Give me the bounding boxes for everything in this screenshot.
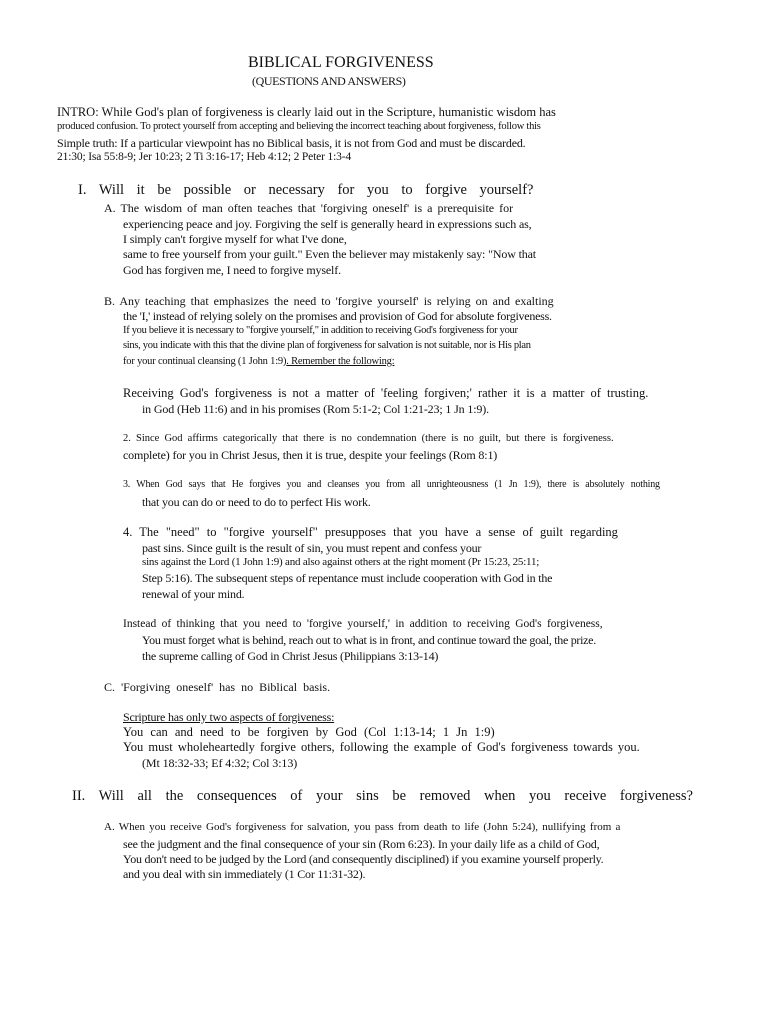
section-1-b-line-3: If you believe it is necessary to "forgive yourself," in addition to receiving God's forgiveness for your [123,325,518,336]
intro-line-2: produced confusion. To protect yourself from accepting and believing the incorrect teaching about forgiveness, follow this [57,121,541,132]
aspect-2-refs: (Mt 18:32-33; Ef 4:32; Col 3:13) [142,756,298,770]
section-1-b-line-2: the 'I,' instead of relying solely on the promises and provision of God for absolute forgiveness. [123,309,552,323]
section-1-b-line-1: B. Any teaching that emphasizes the need to 'forgive yourself' is relying on and exalting [104,294,554,308]
page-subtitle: (QUESTIONS AND ANSWERS) [252,74,406,88]
point-2-line-2: complete) for you in Christ Jesus, then it is true, despite your feelings (Rom 8:1) [123,448,498,462]
aspect-1: You can and need to be forgiven by God (Col 1:13-14; 1 Jn 1:9) [123,725,495,739]
aspect-2: You must wholeheartedly forgive others, following the example of God's forgiveness towards you. [123,740,640,754]
section-2-heading: II. Will all the consequences of your sins be removed when you receive forgiveness? [72,788,693,804]
section-1-a-line-5: God has forgiven me, I need to forgive myself. [123,263,341,277]
section-2-a-line-1: A. When you receive God's forgiveness for salvation, you pass from death to life (John 5:24), nullifying from a [104,821,621,833]
point-4-line-5: renewal of your mind. [142,587,245,601]
intro-line-3: Simple truth: If a particular viewpoint has no Biblical basis, it is not from God and must be discarded. [57,136,526,150]
point-3-line-1: 3. When God says that He forgives you and cleanses you from all unrighteousness (1 Jn 1:9), there is absolutely nothing [123,479,660,490]
section-1-a-line-1: A. The wisdom of man often teaches that 'forgiving oneself' is a prerequisite for [104,201,514,215]
section-1-a-line-4: same to free yourself from your guilt." Even the believer may mistakenly say: "Now that [123,247,536,261]
section-1-b-line-5: for your continual cleansing (1 John 1:9). Remember the following: [123,356,395,367]
section-1-heading: I. Will it be possible or necessary for you to forgive yourself? [78,182,534,198]
section-2-a-line-3: You don't need to be judged by the Lord (and consequently disciplined) if you examine yourself properly. [123,852,604,866]
instead-line-3: the supreme calling of God in Christ Jesus (Philippians 3:13-14) [142,649,439,663]
point-4-line-1: 4. The "need" to "forgive yourself" presupposes that you have a sense of guilt regarding [123,525,618,539]
point-1-line-2: in God (Heb 11:6) and in his promises (Rom 5:1-2; Col 1:21-23; 1 Jn 1:9). [142,402,489,416]
point-4-line-4: Step 5:16). The subsequent steps of repentance must include cooperation with God in the [142,571,553,585]
point-2-line-1: 2. Since God affirms categorically that there is no condemnation (there is no guilt, but there is forgiveness. [123,433,614,444]
point-4-line-2: past sins. Since guilt is the result of sin, you must repent and confess your [142,541,482,555]
section-1-b-line-4: sins, you indicate with this that the divine plan of forgiveness for salvation is not suitable, nor is His plan [123,340,531,351]
section-1-c: C. 'Forgiving oneself' has no Biblical basis. [104,680,331,694]
section-1-a-line-2: experiencing peace and joy. Forgiving the self is generally heard in expressions such as, [123,217,532,231]
section-2-a-line-4: and you deal with sin immediately (1 Cor 11:31-32). [123,867,366,881]
intro-line-4: 21:30; Isa 55:8-9; Jer 10:23; 2 Ti 3:16-17; Heb 4:12; 2 Peter 1:3-4 [57,151,352,163]
intro-line-1: INTRO: While God's plan of forgiveness is clearly laid out in the Scripture, humanistic wisdom has [57,105,556,119]
point-1-line-1: Receiving God's forgiveness is not a matter of 'feeling forgiven;' rather it is a matter of trusting. [123,386,649,400]
instead-line-1: Instead of thinking that you need to 'forgive yourself,' in addition to receiving God's forgiveness, [123,618,603,630]
section-1-a-line-3: I simply can't forgive myself for what I've done, [123,232,347,246]
page-title: BIBLICAL FORGIVENESS [248,54,434,71]
instead-line-2: You must forget what is behind, reach out to what is in front, and continue toward the goal, the prize. [142,633,596,647]
point-3-line-2: that you can do or need to do to perfect His work. [142,495,371,509]
aspects-heading: Scripture has only two aspects of forgiveness: [123,710,335,724]
section-2-a-line-2: see the judgment and the final consequence of your sin (Rom 6:23). In your daily life as a child of God, [123,837,600,851]
point-4-line-3: sins against the Lord (1 John 1:9) and also against others at the right moment (Pr 15:23, 25:11; [142,556,540,568]
